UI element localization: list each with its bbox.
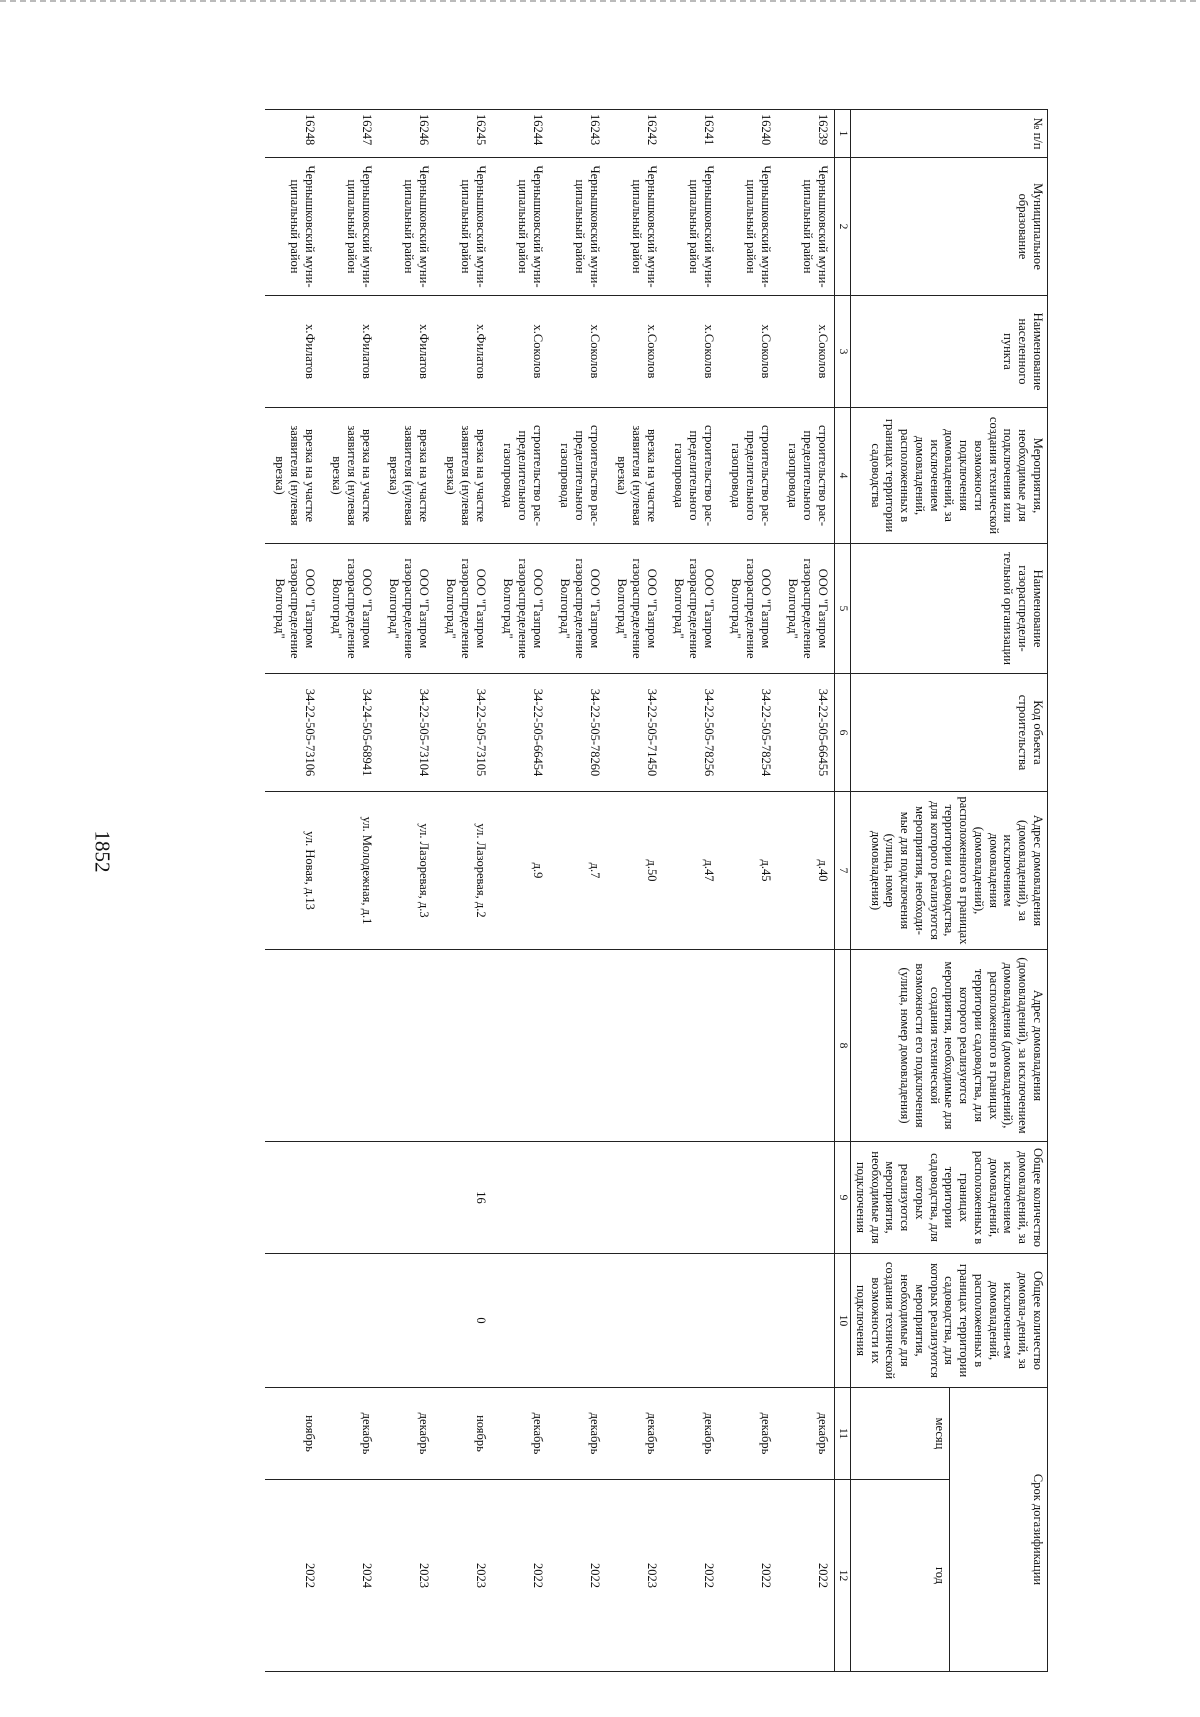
gas-company-cell: ООО "Газпром газораспределение Волгоград" xyxy=(493,544,550,674)
gas-company-cell: ООО "Газпром газораспределение Волгоград" xyxy=(379,544,436,674)
connection-count-cell xyxy=(493,1142,550,1254)
activity-cell: врезка на участке заявителя (нулевая врезка) xyxy=(379,408,436,544)
connection-address-cell: д.9 xyxy=(493,792,550,950)
capacity-count-cell xyxy=(721,1254,778,1388)
activity-cell: врезка на участке заявителя (нулевая врезка) xyxy=(607,408,664,544)
object-code-cell: 34-22-505-71450 xyxy=(607,674,664,792)
deadline-year-cell: 2023 xyxy=(436,1480,493,1672)
table-row xyxy=(778,110,835,1672)
municipality-cell: Чернышковский муни-ципальный район xyxy=(493,158,550,296)
connection-address-cell: д.47 xyxy=(664,792,721,950)
scan-top-edge xyxy=(0,0,1200,2)
activity-cell: строительство рас-пределительного газопровода xyxy=(550,408,607,544)
connection-count-cell: 16 xyxy=(436,1142,493,1254)
row-number: 16240 xyxy=(721,110,778,158)
column-number: 7 xyxy=(834,792,851,950)
capacity-address-cell xyxy=(265,950,322,1142)
deadline-month-cell: декабрь xyxy=(721,1388,778,1480)
row-number: 16244 xyxy=(493,110,550,158)
activity-cell: врезка на участке заявителя (нулевая врезка) xyxy=(436,408,493,544)
capacity-count-cell: 0 xyxy=(436,1254,493,1388)
object-code-cell: 34-22-505-66454 xyxy=(493,674,550,792)
deadline-month-cell: декабрь xyxy=(607,1388,664,1480)
deadline-year-cell: 2022 xyxy=(778,1480,835,1672)
capacity-address-cell xyxy=(721,950,778,1142)
deadline-year-cell: 2023 xyxy=(607,1480,664,1672)
gas-company-cell: ООО "Газпром газораспределение Волгоград" xyxy=(778,544,835,674)
table-row xyxy=(664,110,721,1672)
table-row xyxy=(436,110,493,1672)
object-code-cell: 34-22-505-78256 xyxy=(664,674,721,792)
settlement-cell: х.Филатов xyxy=(436,296,493,408)
gas-company-cell: ООО "Газпром газораспределение Волгоград" xyxy=(436,544,493,674)
connection-count-cell xyxy=(607,1142,664,1254)
connection-address-cell: ул. Лазоревая, д.2 xyxy=(436,792,493,950)
capacity-count-cell xyxy=(379,1254,436,1388)
deadline-month-cell: декабрь xyxy=(664,1388,721,1480)
header-col-12: год xyxy=(851,1480,949,1672)
object-code-cell: 34-22-505-66455 xyxy=(778,674,835,792)
column-number: 11 xyxy=(834,1388,851,1480)
table-row xyxy=(493,110,550,1672)
capacity-count-cell xyxy=(550,1254,607,1388)
gasification-register-table xyxy=(265,109,1048,1672)
object-code-cell: 34-22-505-73104 xyxy=(379,674,436,792)
deadline-month-cell: декабрь xyxy=(493,1388,550,1480)
table-row xyxy=(550,110,607,1672)
gas-company-cell: ООО "Газпром газораспределение Волгоград" xyxy=(607,544,664,674)
column-number: 9 xyxy=(834,1142,851,1254)
activity-cell: врезка на участке заявителя (нулевая врезка) xyxy=(265,408,322,544)
column-number: 2 xyxy=(834,158,851,296)
header-col-4: Мероприятия, необходимые для подключения или создания технической возможности подключения домовладений, за исключением домовладений, расположенных в границах территории садоводства xyxy=(851,408,1048,544)
page-number: 1852 xyxy=(90,830,115,873)
connection-address-cell: д.50 xyxy=(607,792,664,950)
deadline-month-cell: ноябрь xyxy=(265,1388,322,1480)
municipality-cell: Чернышковский муни-ципальный район xyxy=(778,158,835,296)
table-row xyxy=(607,110,664,1672)
activity-cell: строительство рас-пределительного газопровода xyxy=(778,408,835,544)
row-number: 16248 xyxy=(265,110,322,158)
deadline-month-cell: декабрь xyxy=(550,1388,607,1480)
municipality-cell: Чернышковский муни-ципальный район xyxy=(322,158,379,296)
table-row xyxy=(721,110,778,1672)
connection-address-cell: д.7 xyxy=(550,792,607,950)
capacity-count-cell xyxy=(664,1254,721,1388)
gas-company-cell: ООО "Газпром газораспределение Волгоград" xyxy=(322,544,379,674)
table-row xyxy=(322,110,379,1672)
connection-address-cell: ул. Новая, д.13 xyxy=(265,792,322,950)
header-col-9: Общее количество домовладений, за исключением домовладений, расположенных в границах территории садоводства, для которых реализуются мероприятия, необходимые для подключения xyxy=(851,1142,1048,1254)
connection-count-cell xyxy=(664,1142,721,1254)
deadline-year-cell: 2023 xyxy=(379,1480,436,1672)
rotated-table-container xyxy=(173,109,1048,1671)
object-code-cell: 34-22-505-73106 xyxy=(265,674,322,792)
activity-cell: строительство рас-пределительного газопровода xyxy=(493,408,550,544)
settlement-cell: х.Филатов xyxy=(322,296,379,408)
municipality-cell: Чернышковский муни-ципальный район xyxy=(550,158,607,296)
connection-address-cell: ул. Молодежная, д.1 xyxy=(322,792,379,950)
deadline-month-cell: декабрь xyxy=(379,1388,436,1480)
header-col-1: № п/п xyxy=(851,110,1048,158)
object-code-cell: 34-22-505-78260 xyxy=(550,674,607,792)
table-row xyxy=(265,110,322,1672)
header-col-2: Муниципальное образование xyxy=(851,158,1048,296)
connection-address-cell: д.45 xyxy=(721,792,778,950)
activity-cell: врезка на участке заявителя (нулевая врезка) xyxy=(322,408,379,544)
settlement-cell: х.Соколов xyxy=(550,296,607,408)
connection-address-cell: ул. Лазоревая, д.3 xyxy=(379,792,436,950)
connection-count-cell xyxy=(265,1142,322,1254)
row-number: 16243 xyxy=(550,110,607,158)
header-col-10: Общее количество домовла-дений, за исключени-ем домовладений, расположенных в границах территории садоводства, для которых реализуются мероприятия, необходимые для создания технической возможности их подключения xyxy=(851,1254,1048,1388)
gas-company-cell: ООО "Газпром газораспределение Волгоград" xyxy=(721,544,778,674)
connection-count-cell xyxy=(322,1142,379,1254)
column-number: 4 xyxy=(834,408,851,544)
deadline-year-cell: 2024 xyxy=(322,1480,379,1672)
settlement-cell: х.Соколов xyxy=(607,296,664,408)
deadline-year-cell: 2022 xyxy=(550,1480,607,1672)
header-col-11: месяц xyxy=(851,1388,949,1480)
capacity-address-cell xyxy=(322,950,379,1142)
header-col-6: Код объекта строительства xyxy=(851,674,1048,792)
connection-address-cell: д.40 xyxy=(778,792,835,950)
header-col-3: Наименование населенного пункта xyxy=(851,296,1048,408)
municipality-cell: Чернышковский муни-ципальный район xyxy=(607,158,664,296)
column-number-row xyxy=(834,110,851,1672)
activity-cell: строительство рас-пределительного газопровода xyxy=(664,408,721,544)
capacity-address-cell xyxy=(550,950,607,1142)
municipality-cell: Чернышковский муни-ципальный район xyxy=(721,158,778,296)
settlement-cell: х.Филатов xyxy=(379,296,436,408)
column-number: 6 xyxy=(834,674,851,792)
table-body xyxy=(265,110,835,1672)
capacity-count-cell xyxy=(493,1254,550,1388)
municipality-cell: Чернышковский муни-ципальный район xyxy=(379,158,436,296)
column-number: 3 xyxy=(834,296,851,408)
column-number: 5 xyxy=(834,544,851,674)
connection-count-cell xyxy=(379,1142,436,1254)
capacity-address-cell xyxy=(607,950,664,1142)
row-number: 16246 xyxy=(379,110,436,158)
deadline-year-cell: 2022 xyxy=(493,1480,550,1672)
deadline-month-cell: декабрь xyxy=(778,1388,835,1480)
deadline-year-cell: 2022 xyxy=(664,1480,721,1672)
object-code-cell: 34-22-505-78254 xyxy=(721,674,778,792)
capacity-count-cell xyxy=(607,1254,664,1388)
object-code-cell: 34-22-505-73105 xyxy=(436,674,493,792)
column-number: 1 xyxy=(834,110,851,158)
gas-company-cell: ООО "Газпром газораспределение Волгоград" xyxy=(265,544,322,674)
header-group-deadline: Срок догазификации xyxy=(949,1388,1047,1672)
municipality-cell: Чернышковский муни-ципальный район xyxy=(265,158,322,296)
settlement-cell: х.Филатов xyxy=(265,296,322,408)
header-row xyxy=(949,110,1047,1672)
capacity-address-cell xyxy=(436,950,493,1142)
capacity-count-cell xyxy=(778,1254,835,1388)
connection-count-cell xyxy=(778,1142,835,1254)
deadline-year-cell: 2022 xyxy=(265,1480,322,1672)
column-number: 10 xyxy=(834,1254,851,1388)
row-number: 16241 xyxy=(664,110,721,158)
municipality-cell: Чернышковский муни-ципальный район xyxy=(664,158,721,296)
deadline-month-cell: ноябрь xyxy=(436,1388,493,1480)
header-col-5: Наименование газораспредели-тельной организации xyxy=(851,544,1048,674)
header-col-8: Адрес домовладения (домовладений), за исключением домовладения (домовладений), расположенного в границах территории садоводства, для которого реализуются мероприятия, необходимые для создания технической возможности его подключения (улица, номер домовладения) xyxy=(851,950,1048,1142)
settlement-cell: х.Соколов xyxy=(493,296,550,408)
object-code-cell: 34-24-505-68941 xyxy=(322,674,379,792)
deadline-month-cell: декабрь xyxy=(322,1388,379,1480)
capacity-count-cell xyxy=(322,1254,379,1388)
row-number: 16245 xyxy=(436,110,493,158)
gas-company-cell: ООО "Газпром газораспределение Волгоград" xyxy=(664,544,721,674)
row-number: 16239 xyxy=(778,110,835,158)
row-number: 16247 xyxy=(322,110,379,158)
capacity-count-cell xyxy=(265,1254,322,1388)
connection-count-cell xyxy=(721,1142,778,1254)
capacity-address-cell xyxy=(493,950,550,1142)
capacity-address-cell xyxy=(379,950,436,1142)
municipality-cell: Чернышковский муни-ципальный район xyxy=(436,158,493,296)
capacity-address-cell xyxy=(664,950,721,1142)
activity-cell: строительство рас-пределительного газопровода xyxy=(721,408,778,544)
deadline-year-cell: 2022 xyxy=(721,1480,778,1672)
table-row xyxy=(379,110,436,1672)
column-number: 12 xyxy=(834,1480,851,1672)
row-number: 16242 xyxy=(607,110,664,158)
header-col-7: Адрес домовладения (домовладений), за исключением домовладения (домовладений), расположенного в границах территории садоводства, для которого реализуются мероприятия, необходи-мые для подключения (улица, номер домовладения) xyxy=(851,792,1048,950)
column-number: 8 xyxy=(834,950,851,1142)
gas-company-cell: ООО "Газпром газораспределение Волгоград" xyxy=(550,544,607,674)
connection-count-cell xyxy=(550,1142,607,1254)
settlement-cell: х.Соколов xyxy=(664,296,721,408)
settlement-cell: х.Соколов xyxy=(721,296,778,408)
capacity-address-cell xyxy=(778,950,835,1142)
settlement-cell: х.Соколов xyxy=(778,296,835,408)
